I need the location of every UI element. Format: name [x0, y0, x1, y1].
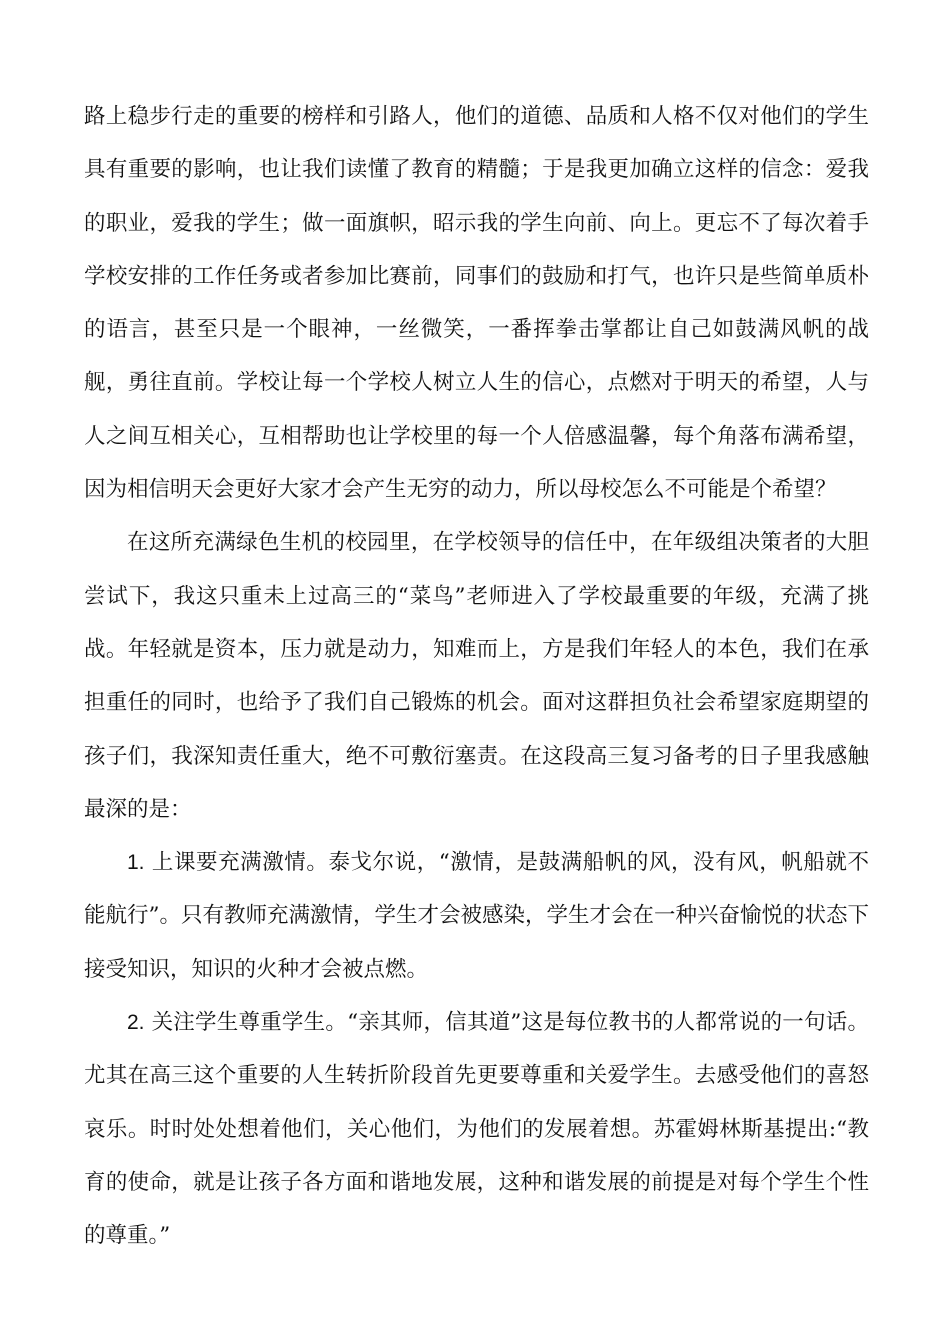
list-item-number: 1. — [127, 851, 145, 875]
list-item-text: 关注学生尊重学生。“亲其师，信其道”这是每位教书的人都常说的一句话。尤其在高三这个重要的人生转折阶段首先更要尊重和关爱学生。去感受他们的喜怒哀乐。时时处处想着他们，关心他们，为他们的发展着想。苏霍姆林斯基提出:“教育的使命，就是让孩子各方面和谐地发展，这种和谐发展的前提是对每个学生个性的尊重。” — [84, 1010, 869, 1249]
list-item-number: 2. — [127, 1011, 145, 1035]
list-item-text: 上课要充满激情。泰戈尔说，“激情，是鼓满船帆的风，没有风，帆船就不能航行”。只有教师充满激情，学生才会被感染，学生才会在一种兴奋愉悦的状态下接受知识，知识的火种才会被点燃。 — [84, 850, 869, 982]
document-body — [84, 90, 869, 1263]
list-item-passion — [84, 836, 869, 996]
list-item-respect — [84, 996, 869, 1262]
paragraph-campus: 在这所充满绿色生机的校园里，在学校领导的信任中，在年级组决策者的大胆尝试下，我这只重未上过高三的“菜鸟”老师进入了学校最重要的年级，充满了挑战。年轻就是资本，压力就是动力，知难而上，方是我们年轻人的本色，我们在承担重任的同时，也给予了我们自己锻炼的机会。面对这群担负社会希望家庭期望的孩子们，我深知责任重大，绝不可敷衍塞责。在这段高三复习备考的日子里我感触最深的是： — [84, 530, 869, 822]
paragraph-continued: 路上稳步行走的重要的榜样和引路人，他们的道德、品质和人格不仅对他们的学生具有重要的影响，也让我们读懂了教育的精髓；于是我更加确立这样的信念：爱我的职业，爱我的学生；做一面旗帜，昭示我的学生向前、向上。更忘不了每次着手学校安排的工作任务或者参加比赛前，同事们的鼓励和打气，也许只是些简单质朴的语言，甚至只是一个眼神，一丝微笑，一番挥拳击掌都让自己如鼓满风帆的战舰，勇往直前。学校让每一个学校人树立人生的信心，点燃对于明天的希望，人与人之间互相关心，互相帮助也让学校里的每一个人倍感温馨，每个角落布满希望，因为相信明天会更好大家才会产生无穷的动力，所以母校怎么不可能是个希望？ — [84, 104, 869, 503]
